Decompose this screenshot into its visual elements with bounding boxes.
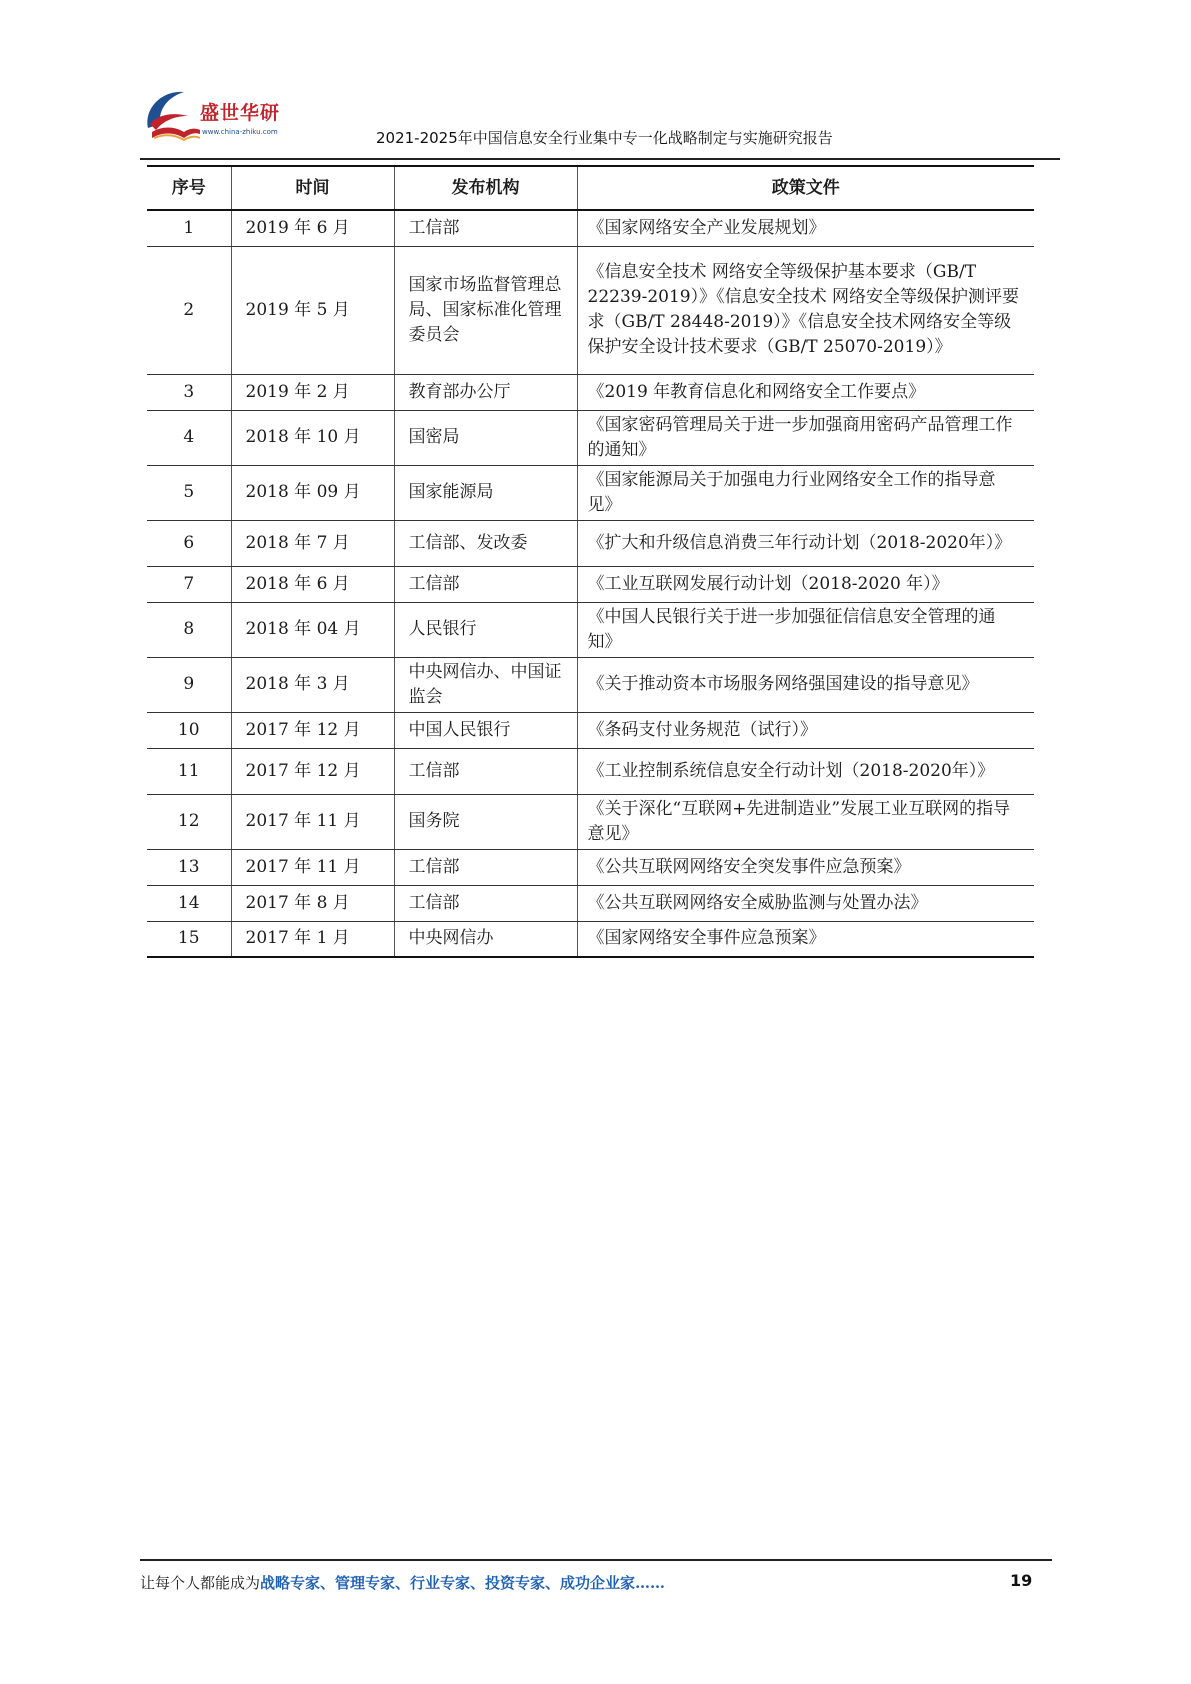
row-issuer: 工信部 (394, 210, 577, 246)
table-row (147, 748, 1034, 794)
row-date: 2017 年 11 月 (231, 849, 394, 885)
row-issuer: 工信部 (394, 748, 577, 794)
footer-slogan-highlight: 战略专家、管理专家、行业专家、投资专家、成功企业家…… (260, 1574, 666, 1592)
row-date: 2017 年 8 月 (231, 885, 394, 921)
row-policy: 《扩大和升级信息消费三年行动计划（2018-2020年）》 (577, 520, 1034, 566)
row-number: 11 (147, 748, 231, 794)
column-header-issuer: 发布机构 (394, 166, 577, 210)
table-row (147, 465, 1034, 520)
row-date: 2018 年 04 月 (231, 602, 394, 657)
row-policy: 《国家网络安全事件应急预案》 (577, 921, 1034, 957)
row-issuer: 教育部办公厅 (394, 374, 577, 410)
row-date: 2018 年 09 月 (231, 465, 394, 520)
table-row (147, 712, 1034, 748)
logo-url: www.china-zhiku.com (202, 128, 278, 136)
row-issuer: 国务院 (394, 794, 577, 849)
row-number: 6 (147, 520, 231, 566)
footer-slogan (140, 1572, 665, 1593)
table-row (147, 657, 1034, 712)
row-date: 2019 年 6 月 (231, 210, 394, 246)
table-row (147, 602, 1034, 657)
row-number: 8 (147, 602, 231, 657)
row-policy: 《工业互联网发展行动计划（2018-2020 年）》 (577, 566, 1034, 602)
document-title: 2021-2025年中国信息安全行业集中专一化战略制定与实施研究报告 (376, 129, 833, 147)
row-issuer: 人民银行 (394, 602, 577, 657)
table-header-row (147, 166, 1034, 210)
row-issuer: 中央网信办、中国证监会 (394, 657, 577, 712)
row-issuer: 中央网信办 (394, 921, 577, 957)
book-swoosh-icon (140, 84, 202, 146)
table-row (147, 246, 1034, 374)
row-date: 2018 年 7 月 (231, 520, 394, 566)
table-row (147, 410, 1034, 465)
row-policy: 《关于推动资本市场服务网络强国建设的指导意见》 (577, 657, 1034, 712)
row-number: 2 (147, 246, 231, 374)
table-row (147, 520, 1034, 566)
row-number: 5 (147, 465, 231, 520)
row-date: 2017 年 1 月 (231, 921, 394, 957)
footer-slogan-prefix: 让每个人都能成为 (140, 1574, 261, 1592)
table-row (147, 374, 1034, 410)
table-row (147, 921, 1034, 957)
column-header-policy: 政策文件 (577, 166, 1034, 210)
logo-name: 盛世华研 (200, 102, 281, 124)
row-date: 2017 年 12 月 (231, 748, 394, 794)
row-policy: 《条码支付业务规范（试行）》 (577, 712, 1034, 748)
row-date: 2019 年 2 月 (231, 374, 394, 410)
table-row (147, 849, 1034, 885)
company-logo (140, 84, 320, 152)
row-policy: 《2019 年教育信息化和网络安全工作要点》 (577, 374, 1034, 410)
row-issuer: 工信部、发改委 (394, 520, 577, 566)
policy-table (147, 165, 1034, 958)
row-number: 3 (147, 374, 231, 410)
row-policy: 《中国人民银行关于进一步加强征信信息安全管理的通知》 (577, 602, 1034, 657)
table-row (147, 566, 1034, 602)
row-policy: 《信息安全技术 网络安全等级保护基本要求（GB/T 22239-2019）》《信息安全技术 网络安全等级保护测评要求（GB/T 28448-2019）》《信息安全技术网络安全等级保护安全设计技术要求（GB/T 25070-2019）》 (577, 246, 1034, 374)
row-issuer: 工信部 (394, 849, 577, 885)
row-issuer: 国家能源局 (394, 465, 577, 520)
header-divider (140, 158, 1060, 160)
row-policy: 《国家密码管理局关于进一步加强商用密码产品管理工作的通知》 (577, 410, 1034, 465)
table-row (147, 794, 1034, 849)
row-issuer: 工信部 (394, 885, 577, 921)
row-date: 2018 年 10 月 (231, 410, 394, 465)
row-issuer: 国家市场监督管理总局、国家标准化管理委员会 (394, 246, 577, 374)
row-policy: 《关于深化“互联网+先进制造业”发展工业互联网的指导意见》 (577, 794, 1034, 849)
footer-divider (140, 1559, 1052, 1561)
row-policy: 《工业控制系统信息安全行动计划（2018-2020年）》 (577, 748, 1034, 794)
row-number: 10 (147, 712, 231, 748)
table-row (147, 210, 1034, 246)
row-number: 9 (147, 657, 231, 712)
row-date: 2017 年 11 月 (231, 794, 394, 849)
row-number: 13 (147, 849, 231, 885)
row-issuer: 工信部 (394, 566, 577, 602)
row-number: 7 (147, 566, 231, 602)
row-issuer: 国密局 (394, 410, 577, 465)
table-row (147, 885, 1034, 921)
row-number: 15 (147, 921, 231, 957)
row-policy: 《国家能源局关于加强电力行业网络安全工作的指导意见》 (577, 465, 1034, 520)
row-issuer: 中国人民银行 (394, 712, 577, 748)
page-number: 19 (1010, 1571, 1033, 1590)
row-policy: 《公共互联网网络安全突发事件应急预案》 (577, 849, 1034, 885)
row-number: 12 (147, 794, 231, 849)
row-date: 2018 年 3 月 (231, 657, 394, 712)
row-number: 1 (147, 210, 231, 246)
row-date: 2018 年 6 月 (231, 566, 394, 602)
row-number: 14 (147, 885, 231, 921)
row-date: 2019 年 5 月 (231, 246, 394, 374)
row-date: 2017 年 12 月 (231, 712, 394, 748)
row-policy: 《国家网络安全产业发展规划》 (577, 210, 1034, 246)
row-number: 4 (147, 410, 231, 465)
column-header-number: 序号 (147, 166, 231, 210)
column-header-date: 时间 (231, 166, 394, 210)
row-policy: 《公共互联网网络安全威胁监测与处置办法》 (577, 885, 1034, 921)
